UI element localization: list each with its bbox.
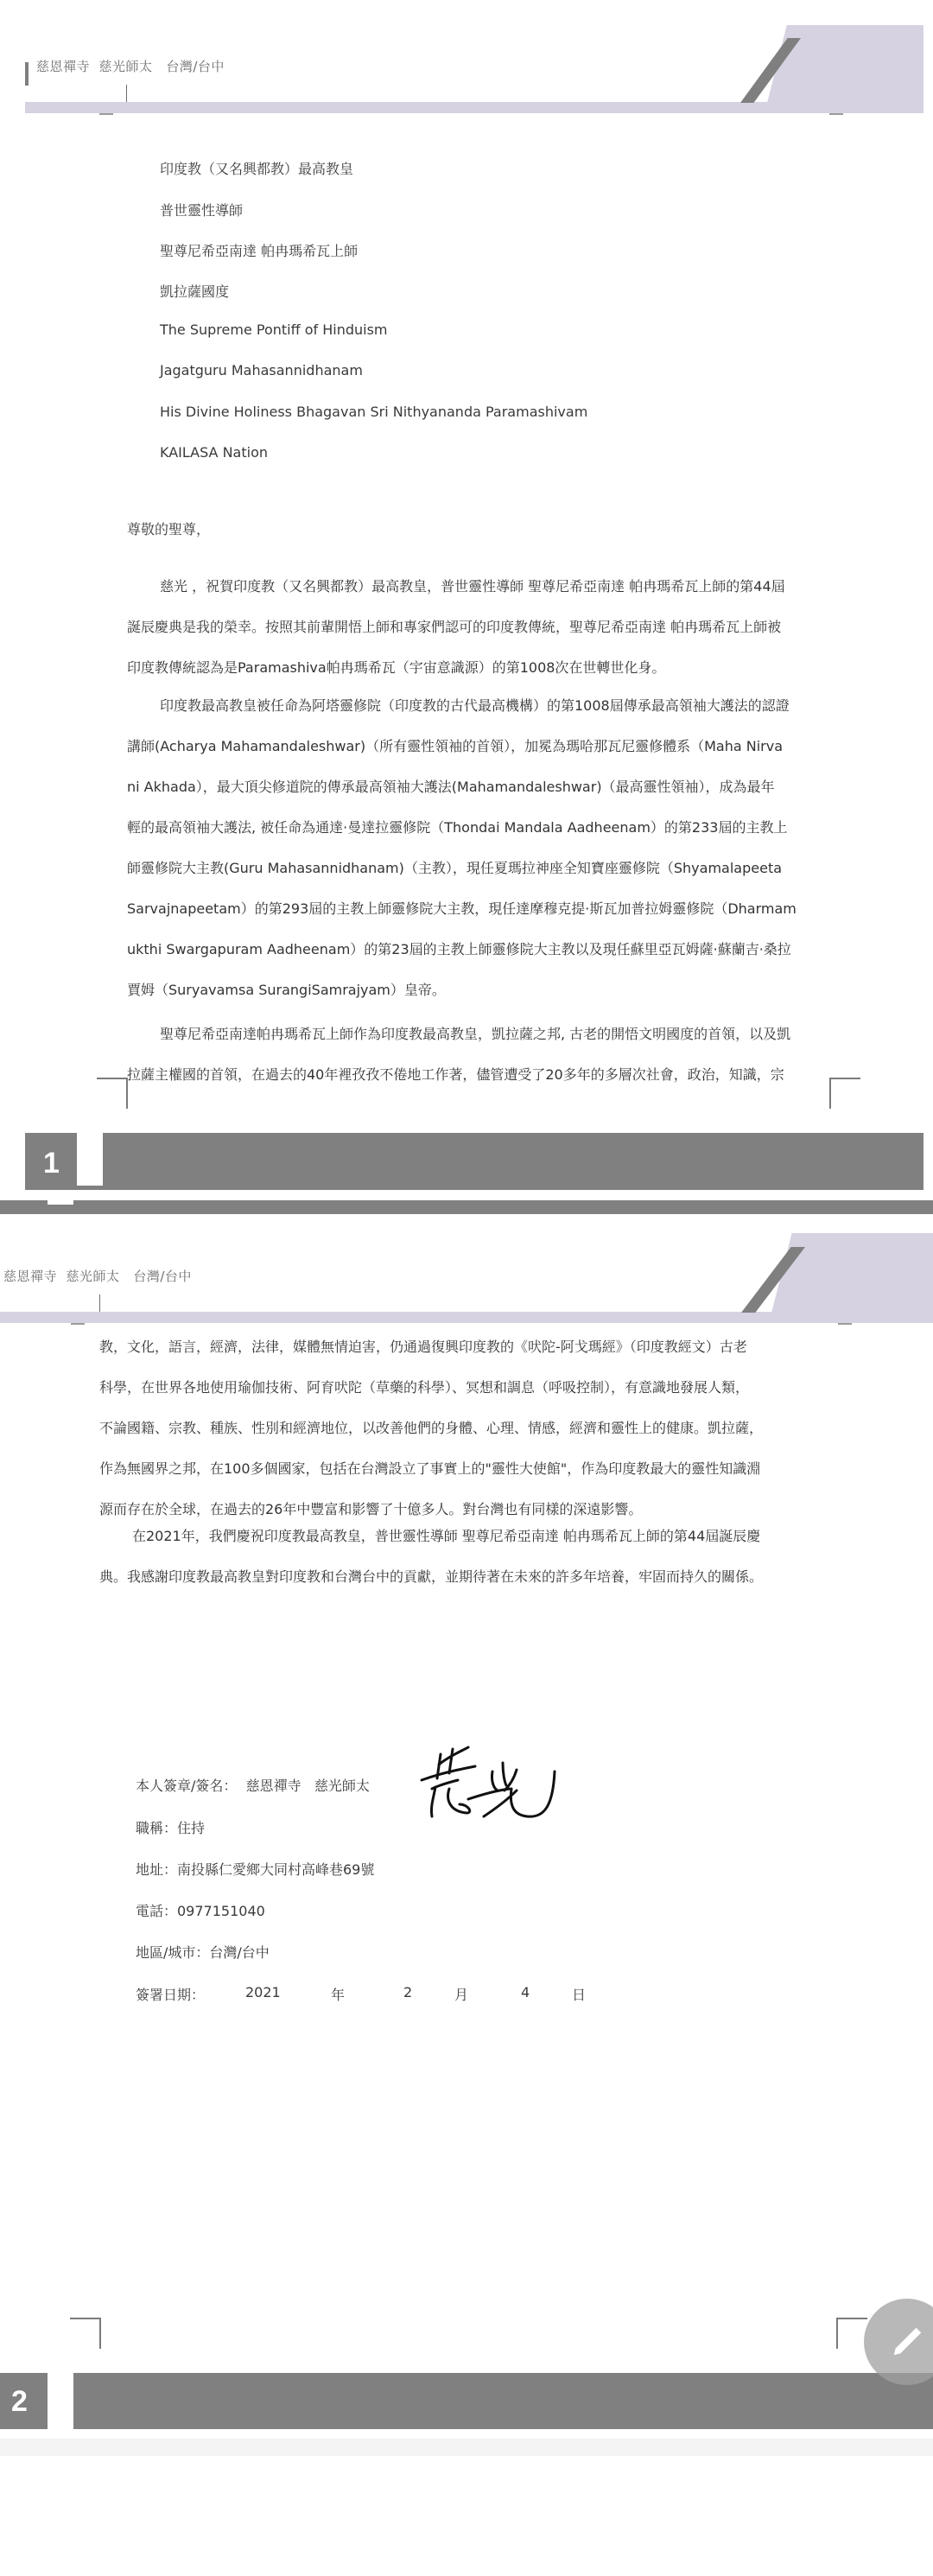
paragraph [99,1326,834,1530]
date-day: 4 [521,1984,530,2000]
page-corner-mark [836,2318,867,2349]
paragraph-line: 印度教傳統認為是Paramashiva帕冉瑪希瓦（宇宙意識源）的第1008次在世轉世化身。 [127,659,666,676]
header-block [769,1233,933,1323]
year-unit: 年 [331,1987,346,2003]
title-line: The Supreme Pontiff of Hinduism [160,321,388,338]
paragraph [127,1014,835,1095]
page-corner-mark [70,2318,101,2349]
title-line: 印度教（又名興都教）最高教皇 [160,161,354,177]
paragraph-line: 誕辰慶典是我的榮幸。按照其前輩開悟上師和專家們認可的印度教傳統，聖尊尼希亞南達 帕冉瑪希瓦上師被 [127,619,782,635]
paragraph-line: 講師(Acharya Mahamandaleshwar)（所有靈性領袖的首領），加冕為瑪哈那瓦尼靈修體系（Maha Nirva [127,738,784,754]
paragraph-line: ni Akhada），最大頂尖修道院的傳承最高領袖大護法(Mahamandaleshwar)（最高靈性領袖），成為最年 [127,779,775,795]
paragraph [99,1516,834,1597]
title-line: His Divine Holiness Bhagavan Sri Nithyananda Paramashivam [160,404,588,420]
paragraph [127,685,835,1010]
address: 地址：南投縣仁愛鄉大同村高峰巷69號 [136,1861,375,1878]
edit-fab-button[interactable] [864,2299,933,2385]
title-line: 普世靈性導師 [160,202,244,219]
title-line: Jagatguru Mahasannidhanam [160,362,363,378]
header-underline [99,113,113,115]
title-line: 聖尊尼希亞南達 帕冉瑪希瓦上師 [160,243,359,259]
title-line: 凱拉薩國度 [160,283,230,300]
header-tick [99,1294,100,1312]
header-underline [71,1323,85,1325]
pencil-icon [887,2322,927,2362]
page-number: 2 [11,2385,28,2418]
paragraph-line: 師靈修院大主教(Guru Mahasannidhanam)（主教），現任夏瑪拉神座全知寶座靈修院（Shyamalapeeta [127,860,783,876]
page-bottom-strip [0,2439,933,2456]
signer-label: 本人簽章/簽名： [136,1778,238,1794]
paragraph-line: 作為無國界之邦，在100多個國家，包括在台灣設立了事實上的"靈性大使館"，作為印度教最大的靈性知識淵 [99,1460,761,1477]
paragraph-line: ukthi Swargapuram Aadheenam）的第23屆的主教上師靈修院大主教以及現任蘇里亞瓦姆薩·蘇蘭吉·桑拉 [127,941,791,957]
paragraph-line: 印度教最高教皇被任命為阿塔靈修院（印度教的古代最高機構）的第1008屆傳承最高領袖大護法的認證 [160,697,790,714]
paragraph-line: Sarvajnapeetam）的第293屆的主教上師靈修院大主教，現任達摩穆克提·斯瓦加普拉姆靈修院（Dharmam [127,900,797,917]
salutation: 尊敬的聖尊， [127,521,211,537]
signer-value: 慈恩禪寺 慈光師太 [245,1778,370,1794]
phone: 電話：0977151040 [136,1903,265,1919]
paragraph-line: 不論國籍、宗教、種族、性別和經濟地位，以改善他們的身體、心理、情感，經濟和靈性上的健康。凱拉薩， [99,1420,764,1436]
page-1-footer-bar [25,1133,923,1190]
date-label: 簽署日期： [136,1987,206,2003]
paragraph-line: 聖尊尼希亞南達帕冉瑪希瓦上師作為印度教最高教皇，凱拉薩之邦, 古老的開悟文明國度的首領，以及凱 [160,1026,791,1042]
handwritten-signature [415,1737,570,1823]
page-corner-mark [829,1078,860,1109]
job-title: 職稱：住持 [136,1820,206,1836]
paragraph [127,566,835,688]
date-month: 2 [403,1984,413,2000]
paragraph-line: 源而存在於全球，在過去的26年中豐富和影響了十億多人。對台灣也有同樣的深遠影響。 [99,1501,643,1517]
paragraph-line: 科學，在世界各地使用瑜伽技術、阿育吠陀（草藥的科學）、冥想和調息（呼吸控制），有意識地發展人類， [99,1379,750,1396]
page-number: 1 [43,1147,60,1180]
month-unit: 月 [454,1987,469,2003]
header-text: 慈恩禪寺 慈光師太 台灣/台中 [3,1269,192,1284]
signer-row [136,1775,370,1795]
page-2-footer-bar [0,2373,933,2429]
paragraph-line: 慈光 ，祝賀印度教（又名興都教）最高教皇，普世靈性導師 聖尊尼希亞南達 帕冉瑪希瓦上師的第44屆 [160,578,785,595]
footer-notch [48,2373,73,2429]
region: 地區/城市：台灣/台中 [136,1944,270,1961]
paragraph-line: 輕的最高領袖大護法, 被任命為通達·曼達拉靈修院（Thondai Mandala Aadheenam）的第233屆的主教上 [127,819,788,836]
header-underline [838,1323,852,1325]
paragraph-line: 在2021年，我們慶祝印度教最高教皇，普世靈性導師 聖尊尼希亞南達 帕冉瑪希瓦上師的第44屆誕辰慶 [132,1528,761,1544]
header-text: 慈恩禪寺 慈光師太 台灣/台中 [36,59,225,74]
page-corner-mark [97,1078,128,1109]
header-underline [829,113,843,115]
footer-notch [48,1200,73,1205]
paragraph-line: 教，文化，語言，經濟，法律，媒體無情迫害，仍通過復興印度教的《吠陀-阿戈瑪經》（印度教經文）古老 [99,1339,747,1355]
date-year: 2021 [245,1984,281,2000]
footer-notch [77,1133,103,1186]
day-unit: 日 [572,1987,587,2003]
header-marker [25,62,29,86]
paragraph-line: 賈姆（Suryavamsa SurangiSamrajyam）皇帝。 [127,982,446,998]
title-line: KAILASA Nation [160,444,269,461]
page-separator-bar [0,1200,933,1214]
paragraph-line: 拉薩主權國的首領，在過去的40年裡孜孜不倦地工作著，儘管遭受了20多年的多層次社會，政治，知識，宗 [127,1066,784,1083]
paragraph-line: 典。我感謝印度教最高教皇對印度教和台灣台中的貢獻，並期待著在未來的許多年培養，牢固而持久的關係。 [99,1568,764,1585]
header-tick [126,85,127,102]
